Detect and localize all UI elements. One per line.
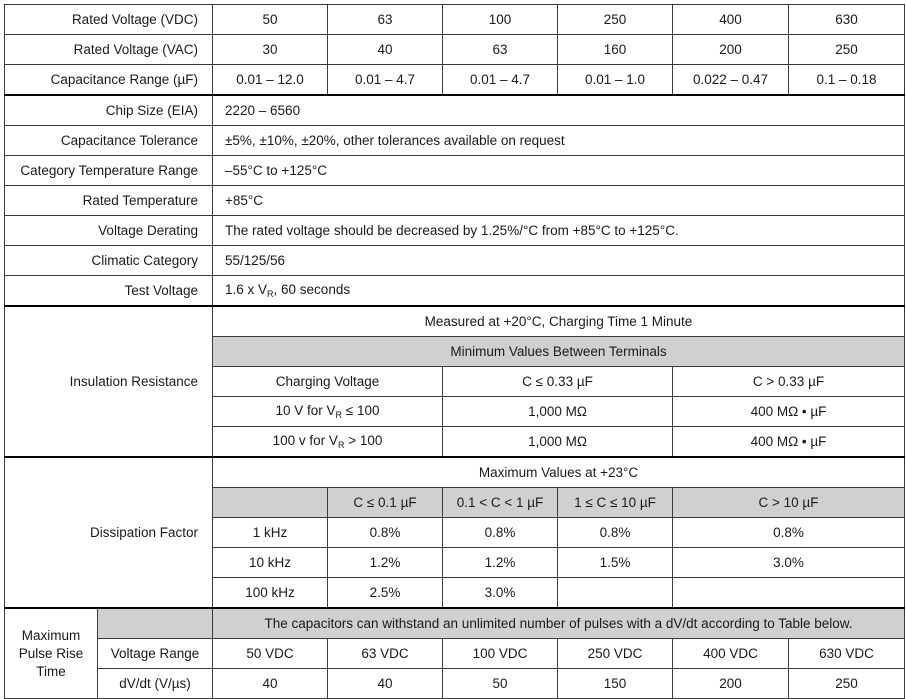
row-label: Rated Voltage (VAC) (5, 35, 213, 65)
column-header: C > 10 µF (673, 488, 905, 518)
charging-voltage-cell (213, 397, 443, 427)
table-cell: 50 (443, 669, 558, 699)
charging-voltage-cell (213, 427, 443, 458)
table-cell: 40 (328, 669, 443, 699)
table-row (5, 216, 905, 246)
pulse-label-line: Pulse Rise (18, 645, 84, 661)
table-cell: 200 (673, 669, 789, 699)
table-cell: 150 (558, 669, 673, 699)
row-label: Climatic Category (5, 246, 213, 276)
capacitor-spec-table (4, 4, 905, 699)
row-label: Category Temperature Range (5, 156, 213, 186)
frequency-cell: 10 kHz (213, 548, 328, 578)
value-text: 10 V for V (275, 403, 336, 418)
table-row (5, 5, 905, 35)
empty-cell (558, 578, 673, 609)
column-header: C > 0.33 µF (673, 367, 905, 397)
table-cell: 3.0% (443, 578, 558, 609)
pulse-note: The capacitors can withstand an unlimited number of pulses with a dV/dt according to Table below. (213, 608, 905, 639)
table-cell: 400 VDC (673, 639, 789, 669)
table-row (5, 608, 905, 639)
table-cell: 400 MΩ • µF (673, 397, 905, 427)
frequency-cell: 100 kHz (213, 578, 328, 609)
table-cell: 0.8% (443, 518, 558, 548)
value-text: 1.6 x V (225, 282, 268, 297)
frequency-cell: 1 kHz (213, 518, 328, 548)
row-value: ±5%, ±10%, ±20%, other tolerances available on request (213, 126, 905, 156)
table-cell: 100 (443, 5, 558, 35)
subscript: R (267, 289, 274, 299)
value-text: > 100 (344, 433, 383, 448)
column-header: C ≤ 0.33 µF (443, 367, 673, 397)
table-cell: 50 VDC (213, 639, 328, 669)
table-cell: 2.5% (328, 578, 443, 609)
table-cell: 630 VDC (789, 639, 905, 669)
subscript: R (335, 410, 343, 420)
table-cell: 200 (673, 35, 789, 65)
table-cell: 0.1 – 0.18 (789, 65, 905, 96)
pulse-label-line: Time (36, 663, 66, 679)
value-text: , 60 seconds (273, 282, 351, 297)
empty-header-cell (98, 608, 213, 639)
row-value: The rated voltage should be decreased by 1.25%/°C from +85°C to +125°C. (213, 216, 905, 246)
row-label: Capacitance Range (µF) (5, 65, 213, 96)
table-row (5, 669, 905, 699)
table-cell: 40 (328, 35, 443, 65)
table-cell: 400 MΩ • µF (673, 427, 905, 458)
row-label: Chip Size (EIA) (5, 95, 213, 126)
table-row (5, 95, 905, 126)
table-cell: 160 (558, 35, 673, 65)
table-cell: 0.8% (673, 518, 905, 548)
row-label: Test Voltage (5, 276, 213, 307)
table-cell: 0.8% (328, 518, 443, 548)
table-row (5, 246, 905, 276)
table-cell: 0.01 – 12.0 (213, 65, 328, 96)
table-cell: 63 (443, 35, 558, 65)
row-label: Voltage Derating (5, 216, 213, 246)
table-cell: 1.2% (443, 548, 558, 578)
table-row (5, 639, 905, 669)
row-value: +85°C (213, 186, 905, 216)
table-row (5, 457, 905, 488)
table-cell: 0.01 – 1.0 (558, 65, 673, 96)
test-voltage-value (213, 276, 905, 307)
row-value: –55°C to +125°C (213, 156, 905, 186)
table-row (5, 65, 905, 96)
pulse-label (5, 608, 98, 699)
row-label: Capacitance Tolerance (5, 126, 213, 156)
table-cell: 63 (328, 5, 443, 35)
value-text: 100 v for V (272, 433, 338, 448)
row-label: Rated Voltage (VDC) (5, 5, 213, 35)
table-cell: 1.2% (328, 548, 443, 578)
subscript: R (337, 440, 345, 450)
table-cell: 250 (558, 5, 673, 35)
table-cell: 250 (789, 35, 905, 65)
table-cell: 3.0% (673, 548, 905, 578)
table-row (5, 276, 905, 307)
table-cell: 250 (789, 669, 905, 699)
table-cell: 0.01 – 4.7 (443, 65, 558, 96)
column-header: 0.1 < C < 1 µF (443, 488, 558, 518)
column-header: 1 ≤ C ≤ 10 µF (558, 488, 673, 518)
row-label: Rated Temperature (5, 186, 213, 216)
table-cell: 0.8% (558, 518, 673, 548)
row-label: dV/dt (V/µs) (98, 669, 213, 699)
table-row (5, 126, 905, 156)
table-row (5, 186, 905, 216)
table-cell: 30 (213, 35, 328, 65)
table-cell: 0.01 – 4.7 (328, 65, 443, 96)
row-value: 2220 – 6560 (213, 95, 905, 126)
table-row (5, 306, 905, 337)
insulation-condition: Measured at +20°C, Charging Time 1 Minute (213, 306, 905, 337)
table-cell: 50 (213, 5, 328, 35)
table-cell: 0.022 – 0.47 (673, 65, 789, 96)
column-header: C ≤ 0.1 µF (328, 488, 443, 518)
empty-cell (673, 578, 905, 609)
insulation-label: Insulation Resistance (5, 306, 213, 457)
insulation-subheader: Minimum Values Between Terminals (213, 337, 905, 367)
table-cell: 400 (673, 5, 789, 35)
table-row (5, 156, 905, 186)
row-value: 55/125/56 (213, 246, 905, 276)
table-row (5, 35, 905, 65)
dissipation-condition: Maximum Values at +23°C (213, 457, 905, 488)
empty-header-cell (213, 488, 328, 518)
table-cell: 1,000 MΩ (443, 427, 673, 458)
table-cell: 40 (213, 669, 328, 699)
table-cell: 63 VDC (328, 639, 443, 669)
column-header: Charging Voltage (213, 367, 443, 397)
table-cell: 100 VDC (443, 639, 558, 669)
pulse-label-line: Maximum (21, 627, 81, 643)
dissipation-label: Dissipation Factor (5, 457, 213, 608)
table-cell: 1.5% (558, 548, 673, 578)
row-label: Voltage Range (98, 639, 213, 669)
table-cell: 1,000 MΩ (443, 397, 673, 427)
table-cell: 630 (789, 5, 905, 35)
value-text: ≤ 100 (342, 403, 380, 418)
table-cell: 250 VDC (558, 639, 673, 669)
